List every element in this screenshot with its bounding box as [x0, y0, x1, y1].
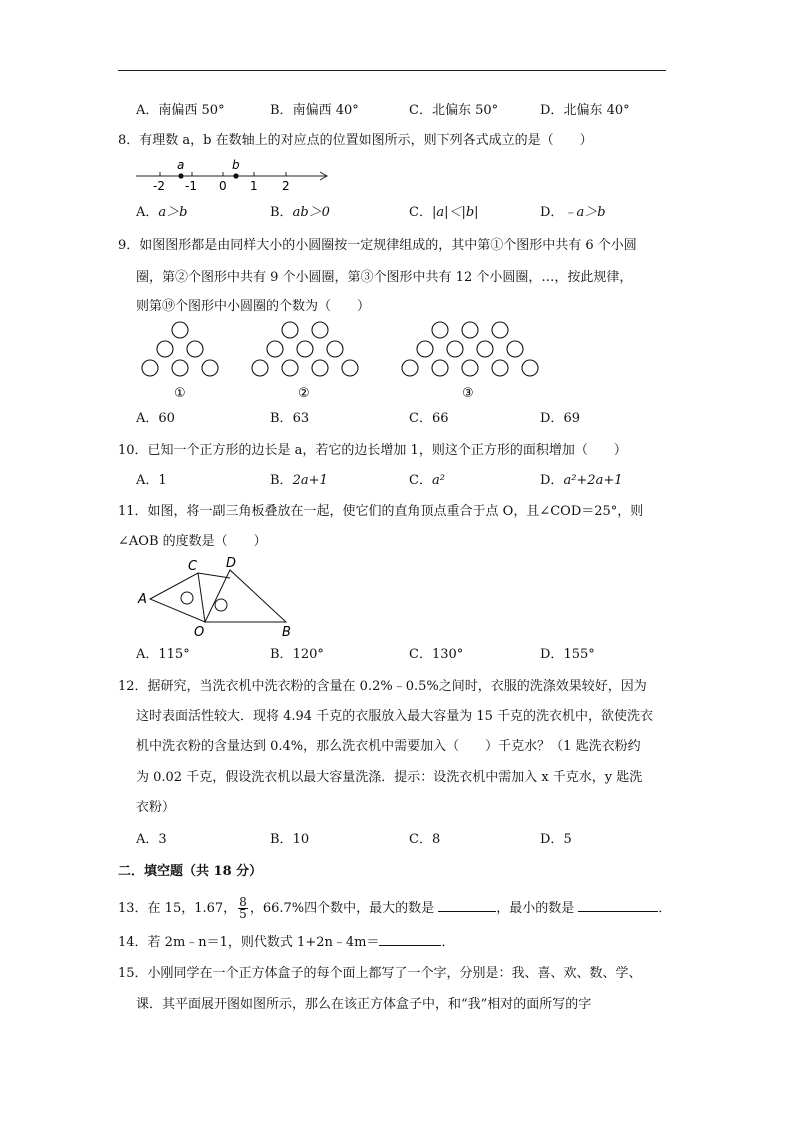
- q9-option-c: C．66: [409, 411, 449, 426]
- label-point-b: B: [282, 625, 291, 640]
- tick-label-neg1: -1: [185, 179, 197, 193]
- q11-line-1: 11．如图，将一副三角板叠放在一起，使它们的直角顶点重合于点 O，且∠COD＝25°，则: [118, 504, 644, 519]
- point-b: [233, 173, 238, 178]
- q13-mid: ，66.7%四个数中，最大的数是: [249, 901, 435, 916]
- q8-option-c: C．|a|＜|b|: [409, 205, 479, 220]
- triangle-dob: [205, 570, 286, 622]
- q13-pre: 13．在 15，1.67，: [118, 901, 237, 916]
- q14-pre: 14．若 2m﹣n＝1，则代数式 1+2n﹣4m＝: [118, 935, 380, 950]
- q11-line-2: ∠AOB 的度数是（ ）: [118, 534, 267, 549]
- label-point-a: A: [138, 592, 147, 607]
- number-line-figure: [130, 158, 340, 194]
- q11-option-b: B．120°: [270, 647, 324, 662]
- circle-pattern-figure: [130, 318, 560, 400]
- q10-option-b: B．2a+1: [270, 473, 328, 488]
- header-rule: [118, 70, 666, 71]
- q9-option-b: B．63: [270, 411, 310, 426]
- board-edge: [198, 573, 230, 578]
- triangle-aoc: [150, 573, 205, 622]
- q7-option-b: B．南偏西 40°: [270, 103, 359, 118]
- tick-label-neg2: -2: [153, 179, 165, 193]
- triangle-boards-figure: [130, 556, 300, 638]
- q12-line-4: 为 0.02 千克，假设洗衣机以最大容量洗涤．提示：设洗衣机中需加入 x 千克水，y 匙洗: [136, 770, 643, 785]
- pattern-1: [142, 322, 218, 376]
- pattern-label-1: ①: [174, 386, 186, 401]
- q12-option-d: D．5: [540, 832, 572, 847]
- q13-frac-num: 8: [239, 895, 247, 909]
- section-heading: 二．填空题（共 18 分）: [118, 864, 263, 879]
- q10-option-a: A．1: [136, 473, 167, 488]
- q15-line-1: 15．小刚同学在一个正方体盒子的每个面上都写了一个字，分别是：我、喜、欢、数、学、: [118, 966, 642, 981]
- q15-line-2: 课．其平面展开图如图所示，那么在该正方体盒子中，和“我”相对的面所写的字: [136, 997, 592, 1012]
- q10-option-d: D．a²+2a+1: [540, 473, 623, 488]
- board-hole-1: [181, 592, 193, 604]
- tick-label-0: 0: [219, 179, 227, 193]
- q12-line-5: 衣粉）: [136, 800, 176, 815]
- q12-line-2: 这时表面活性较大．现将 4.94 千克的衣服放入最大容量为 15 千克的洗衣机中，欲使洗衣: [136, 709, 654, 724]
- q7-option-a: A．南偏西 50°: [136, 103, 225, 118]
- q13-blank-min[interactable]: [578, 897, 658, 912]
- q9-option-a: A．60: [136, 411, 175, 426]
- q7-option-c: C．北偏东 50°: [409, 103, 499, 118]
- q14-stem: [118, 931, 454, 953]
- label-a: a: [177, 158, 185, 172]
- q13-frac-den: 5: [239, 907, 247, 921]
- q9-line-1: 9．如图图形都是由同样大小的小圆圈按一定规律组成的，其中第①个图形中共有 6 个小圆: [118, 238, 637, 253]
- q10-option-c: C．a²: [409, 473, 445, 488]
- label-point-c: C: [188, 559, 198, 574]
- q13-fraction: [238, 897, 248, 920]
- pattern-3: [402, 322, 538, 376]
- q8-stem: 8．有理数 a，b 在数轴上的对应点的位置如图所示，则下列各式成立的是（ ）: [118, 133, 593, 148]
- q8-option-d: D．﹣a＞b: [540, 205, 606, 220]
- q11-option-d: D．155°: [540, 647, 595, 662]
- q12-line-3: 机中洗衣粉的含量达到 0.4%，那么洗衣机中需要加入（ ）千克水？（1 匙洗衣粉约: [136, 739, 641, 754]
- q7-option-d: D．北偏东 40°: [540, 103, 630, 118]
- q12-option-c: C．8: [409, 832, 441, 847]
- pattern-2: [252, 322, 358, 376]
- q9-line-2: 圈，第②个图形中共有 9 个小圆圈，第③个图形中共有 12 个小圆圈，…，按此规律，: [136, 270, 633, 285]
- q13-stem: [118, 896, 671, 922]
- q14-end: ．: [441, 935, 455, 950]
- q13-mid2: ，最小的数是: [496, 901, 575, 916]
- label-point-d: D: [226, 556, 237, 571]
- tick-label-1: 1: [250, 179, 258, 193]
- point-a: [178, 173, 183, 178]
- label-point-o: O: [194, 625, 205, 640]
- pattern-label-3: ③: [462, 386, 474, 401]
- q13-end: ．: [658, 901, 672, 916]
- q14-blank[interactable]: [379, 931, 441, 946]
- q8-option-b: B．ab＞0: [270, 205, 330, 220]
- q10-stem: 10．已知一个正方形的边长是 a，若它的边长增加 1，则这个正方形的面积增加（ ）: [118, 443, 627, 458]
- board-hole-2: [215, 599, 227, 611]
- q8-option-a: A．a＞b: [136, 205, 188, 220]
- q12-option-b: B．10: [270, 832, 310, 847]
- q12-option-a: A．3: [136, 832, 167, 847]
- q13-blank-max[interactable]: [438, 897, 496, 912]
- q11-option-c: C．130°: [409, 647, 464, 662]
- tick-label-2: 2: [282, 179, 290, 193]
- q9-line-3: 则第⑲个图形中小圆圈的个数为（ ）: [136, 299, 371, 314]
- label-b: b: [232, 158, 240, 172]
- q9-option-d: D．69: [540, 411, 580, 426]
- q12-line-1: 12．据研究，当洗衣机中洗衣粉的含量在 0.2%﹣0.5%之间时，衣服的洗涤效果较好，因为: [118, 679, 647, 694]
- pattern-label-2: ②: [298, 386, 310, 401]
- q11-option-a: A．115°: [136, 647, 190, 662]
